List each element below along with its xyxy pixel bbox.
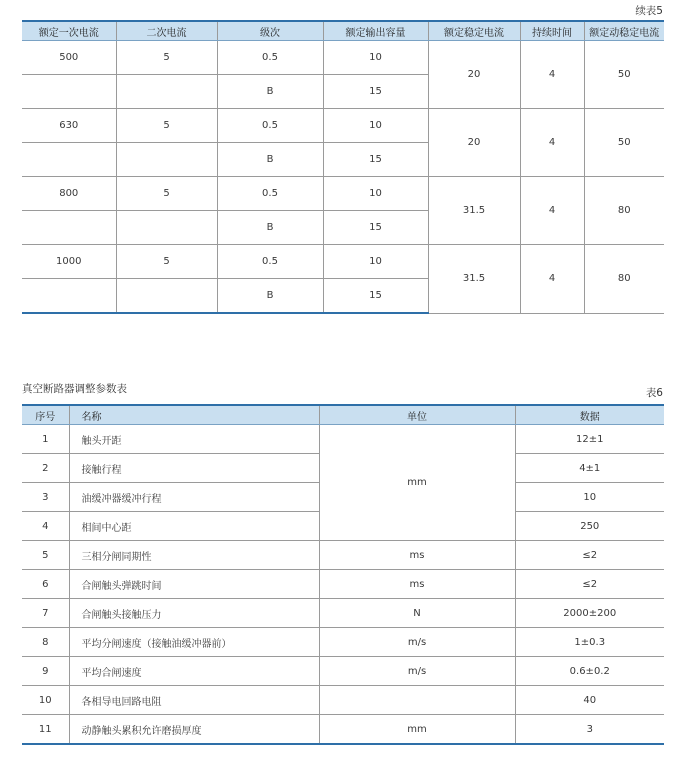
cell-data: 1±0.3 <box>515 628 664 657</box>
cell-no: 6 <box>22 570 69 599</box>
cell-no: 1 <box>22 425 69 454</box>
cell-data: 10 <box>515 483 664 512</box>
table-row <box>22 425 664 454</box>
cell-no: 4 <box>22 512 69 541</box>
cell-unit: m/s <box>319 657 515 686</box>
cell-empty <box>22 143 116 177</box>
cell-output: 15 <box>323 211 428 245</box>
cell-no: 11 <box>22 715 69 745</box>
col-header: 额定动稳定电流 <box>584 21 664 41</box>
cell-unit: mm <box>319 425 515 541</box>
table5-header-row <box>22 21 664 41</box>
col-header: 级次 <box>217 21 323 41</box>
cell-data: 250 <box>515 512 664 541</box>
col-header: 额定一次电流 <box>22 21 116 41</box>
cell-unit: ms <box>319 570 515 599</box>
table-row <box>22 686 664 715</box>
cell-empty <box>22 75 116 109</box>
cell-output: 15 <box>323 279 428 314</box>
cell-output: 15 <box>323 143 428 177</box>
table-row <box>22 599 664 628</box>
table-row <box>22 628 664 657</box>
col-header: 额定输出容量 <box>323 21 428 41</box>
cell-data: 2000±200 <box>515 599 664 628</box>
col-header: 数据 <box>515 405 664 425</box>
cell-primary-current: 1000 <box>22 245 116 279</box>
col-header: 二次电流 <box>116 21 217 41</box>
cell-stable-current: 20 <box>428 41 520 109</box>
cell-output: 10 <box>323 177 428 211</box>
cell-data: 40 <box>515 686 664 715</box>
cell-primary-current: 800 <box>22 177 116 211</box>
cell-name: 各相导电回路电阻 <box>69 686 319 715</box>
table-row <box>22 109 664 143</box>
col-header: 名称 <box>69 405 319 425</box>
cell-secondary-current: 5 <box>116 41 217 75</box>
col-header: 序号 <box>22 405 69 425</box>
cell-duration: 4 <box>520 177 584 245</box>
cell-empty <box>22 211 116 245</box>
cell-no: 8 <box>22 628 69 657</box>
table6-title: 真空断路器调整参数表 <box>22 383 127 395</box>
cell-data: 0.6±0.2 <box>515 657 664 686</box>
cell-unit: mm <box>319 715 515 745</box>
cell-name: 合闸触头接触压力 <box>69 599 319 628</box>
cell-class: 0.5 <box>217 41 323 75</box>
cell-output: 10 <box>323 109 428 143</box>
cell-output: 10 <box>323 41 428 75</box>
cell-secondary-current: 5 <box>116 245 217 279</box>
cell-class: B <box>217 279 323 314</box>
cell-primary-current: 500 <box>22 41 116 75</box>
cell-dynamic-current: 50 <box>584 109 664 177</box>
col-header: 持续时间 <box>520 21 584 41</box>
cell-no: 3 <box>22 483 69 512</box>
cell-dynamic-current: 50 <box>584 41 664 109</box>
cell-no: 5 <box>22 541 69 570</box>
cell-unit: ms <box>319 541 515 570</box>
cell-secondary-current: 5 <box>116 177 217 211</box>
table6-header-row <box>22 405 664 425</box>
cell-name: 动静触头累积允许磨损厚度 <box>69 715 319 745</box>
cell-stable-current: 20 <box>428 109 520 177</box>
cell-dynamic-current: 80 <box>584 245 664 314</box>
col-header: 单位 <box>319 405 515 425</box>
cell-class: 0.5 <box>217 245 323 279</box>
cell-class: B <box>217 143 323 177</box>
table-row <box>22 177 664 211</box>
table6 <box>22 404 664 745</box>
table-row <box>22 657 664 686</box>
cell-data: ≤2 <box>515 570 664 599</box>
cell-secondary-current: 5 <box>116 109 217 143</box>
col-header: 额定稳定电流 <box>428 21 520 41</box>
table6-label: 表6 <box>645 387 663 399</box>
cell-class: 0.5 <box>217 109 323 143</box>
table-row <box>22 715 664 745</box>
cell-name: 油缓冲器缓冲行程 <box>69 483 319 512</box>
cell-name: 相间中心距 <box>69 512 319 541</box>
cell-empty <box>116 279 217 314</box>
cell-empty <box>116 211 217 245</box>
cell-unit: N <box>319 599 515 628</box>
cell-name: 平均合闸速度 <box>69 657 319 686</box>
cell-output: 10 <box>323 245 428 279</box>
cell-unit <box>319 686 515 715</box>
cell-duration: 4 <box>520 245 584 314</box>
table5 <box>22 20 664 314</box>
table-row <box>22 570 664 599</box>
cell-unit: m/s <box>319 628 515 657</box>
cell-name: 触头开距 <box>69 425 319 454</box>
cell-name: 接触行程 <box>69 454 319 483</box>
table-row <box>22 541 664 570</box>
cell-output: 15 <box>323 75 428 109</box>
cell-stable-current: 31.5 <box>428 245 520 314</box>
cell-data: 12±1 <box>515 425 664 454</box>
cell-data: ≤2 <box>515 541 664 570</box>
cell-primary-current: 630 <box>22 109 116 143</box>
cell-no: 2 <box>22 454 69 483</box>
cell-no: 7 <box>22 599 69 628</box>
table-row <box>22 245 664 279</box>
cell-empty <box>116 75 217 109</box>
cell-name: 三相分闸同期性 <box>69 541 319 570</box>
cell-name: 合闸触头弹跳时间 <box>69 570 319 599</box>
cell-no: 9 <box>22 657 69 686</box>
cell-stable-current: 31.5 <box>428 177 520 245</box>
cell-dynamic-current: 80 <box>584 177 664 245</box>
cell-class: B <box>217 75 323 109</box>
cell-data: 3 <box>515 715 664 745</box>
cell-empty <box>22 279 116 314</box>
cell-no: 10 <box>22 686 69 715</box>
cell-class: B <box>217 211 323 245</box>
cell-empty <box>116 143 217 177</box>
cell-class: 0.5 <box>217 177 323 211</box>
cell-data: 4±1 <box>515 454 664 483</box>
cell-name: 平均分闸速度（接触油缓冲器前） <box>69 628 319 657</box>
table-row <box>22 41 664 75</box>
cell-duration: 4 <box>520 109 584 177</box>
cell-duration: 4 <box>520 41 584 109</box>
table5-label: 续表5 <box>635 5 663 17</box>
